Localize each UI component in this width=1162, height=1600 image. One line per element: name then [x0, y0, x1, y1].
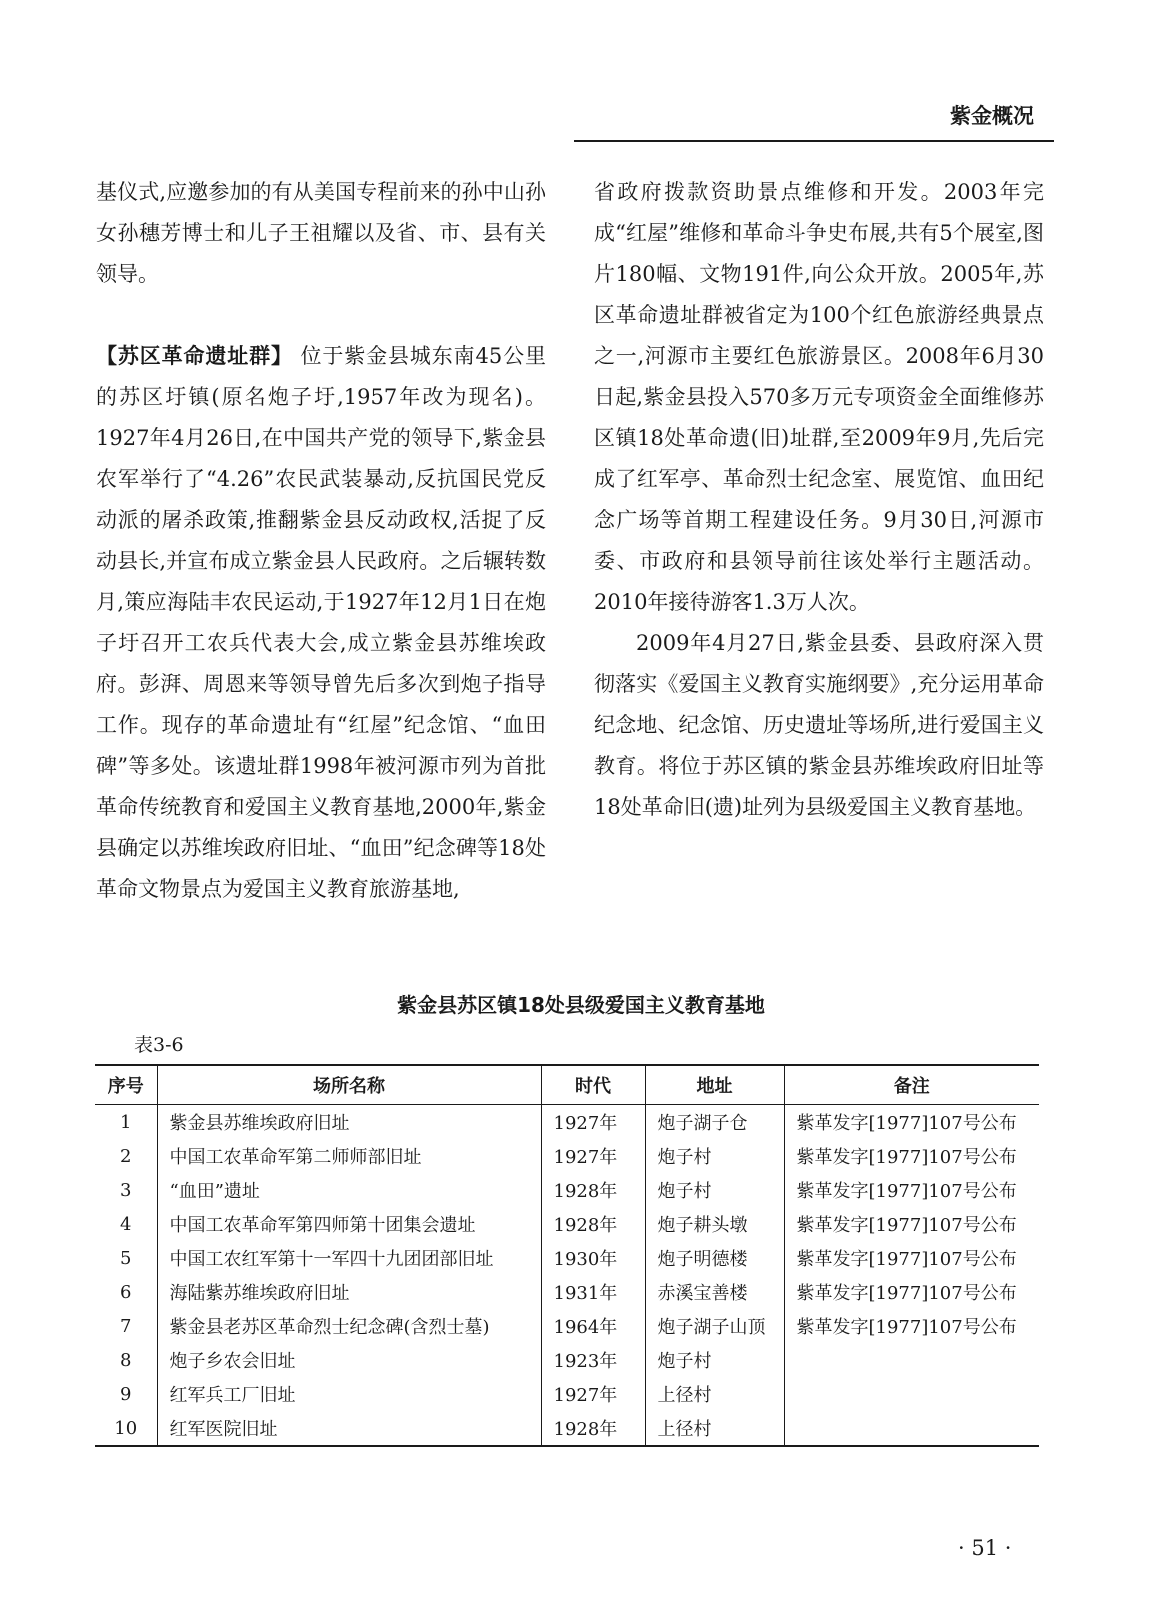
right-paragraph-1: 省政府拨款资助景点维修和开发。2003年完成“红屋”维修和革命斗争史布展,共有5个展室,图片180幅、文物191件,向公众开放。2005年,苏区革命遗址群被省定为100个红色旅游经典景点之一,河源市主要红色旅游景区。2008年6月30日起,紫金县投入570多万元专项资金全面维修苏区镇18处革命遗(旧)址群,至2009年9月,先后完成了红军亭、革命烈士纪念室、展览馆、血田纪念广场等首期工程建设任务。9月30日,河源市委、市政府和县领导前往该处举行主题活动。2010年接待游客1.3万人次。 — [594, 180, 1044, 614]
cell-address: 炮子明德楼 — [645, 1241, 784, 1275]
cell-era: 1923年 — [541, 1343, 645, 1377]
cell-remarks: 紫革发字[1977]107号公布 — [784, 1105, 1039, 1140]
cell-address: 炮子村 — [645, 1139, 784, 1173]
table-row — [95, 1105, 1039, 1140]
page-number: · 51 · — [958, 1536, 1012, 1560]
cell-address: 炮子湖子仓 — [645, 1105, 784, 1140]
table-row — [95, 1173, 1039, 1207]
cell-address: 上径村 — [645, 1411, 784, 1446]
table-row — [95, 1343, 1039, 1377]
running-head: 紫金概况 — [950, 104, 1034, 128]
cell-remarks: 紫革发字[1977]107号公布 — [784, 1173, 1039, 1207]
table-row — [95, 1139, 1039, 1173]
right-paragraph-2: 2009年4月27日,紫金县委、县政府深入贯彻落实《爱国主义教育实施纲要》,充分运用革命纪念地、纪念馆、历史遗址等场所,进行爱国主义教育。将位于苏区镇的紫金县苏维埃政府旧址等18处革命旧(遗)址列为县级爱国主义教育基地。 — [594, 631, 1044, 819]
left-paragraph-1: 基仪式,应邀参加的有从美国专程前来的孙中山孙女孙穗芳博士和儿子王祖耀以及省、市、县有关领导。 — [96, 180, 546, 286]
cell-address: 炮子湖子山顶 — [645, 1309, 784, 1343]
education-bases-table — [95, 1064, 1039, 1447]
cell-seq: 10 — [95, 1411, 157, 1446]
cell-era: 1930年 — [541, 1241, 645, 1275]
cell-seq: 2 — [120, 1145, 132, 1167]
header-rule — [574, 140, 1054, 142]
right-column — [594, 172, 1044, 828]
cell-address: 炮子耕头墩 — [645, 1207, 784, 1241]
cell-seq: 1 — [120, 1111, 132, 1133]
table-row — [95, 1207, 1039, 1241]
cell-site-name: 红军医院旧址 — [157, 1411, 541, 1446]
cell-remarks — [784, 1343, 1039, 1377]
cell-remarks: 紫革发字[1977]107号公布 — [784, 1309, 1039, 1343]
cell-seq: 3 — [120, 1179, 132, 1201]
cell-remarks — [784, 1377, 1039, 1411]
header-site-name: 场所名称 — [157, 1065, 541, 1105]
cell-remarks: 紫革发字[1977]107号公布 — [784, 1275, 1039, 1309]
cell-seq: 6 — [120, 1281, 132, 1303]
cell-seq: 9 — [120, 1383, 132, 1405]
cell-era: 1927年 — [541, 1139, 645, 1173]
table-row — [95, 1275, 1039, 1309]
header-era: 时代 — [541, 1065, 645, 1105]
table-title: 紫金县苏区镇18处县级爱国主义教育基地 — [397, 993, 765, 1017]
left-paragraph-2 — [96, 336, 546, 910]
cell-address: 上径村 — [645, 1377, 784, 1411]
cell-site-name: 紫金县苏维埃政府旧址 — [157, 1105, 541, 1140]
table-row — [95, 1241, 1039, 1275]
cell-address: 炮子村 — [645, 1343, 784, 1377]
table-label: 表3-6 — [134, 1034, 184, 1056]
cell-site-name: 中国工农革命军第二师师部旧址 — [157, 1139, 541, 1173]
table-row — [95, 1411, 1039, 1446]
table-header-row — [95, 1065, 1039, 1105]
table-row — [95, 1377, 1039, 1411]
table-body — [95, 1105, 1039, 1447]
cell-remarks: 紫革发字[1977]107号公布 — [784, 1207, 1039, 1241]
cell-seq: 7 — [120, 1315, 132, 1337]
entry-heading: 【苏区革命遗址群】 — [96, 344, 293, 368]
cell-remarks — [784, 1411, 1039, 1446]
cell-era: 1927年 — [541, 1105, 645, 1140]
cell-era: 1928年 — [541, 1411, 645, 1446]
cell-site-name: 红军兵工厂旧址 — [157, 1377, 541, 1411]
cell-site-name: 炮子乡农会旧址 — [157, 1343, 541, 1377]
cell-site-name: “血田”遗址 — [157, 1173, 541, 1207]
cell-site-name: 紫金县老苏区革命烈士纪念碑(含烈士墓) — [157, 1309, 541, 1343]
table-row — [95, 1309, 1039, 1343]
entry-body: 位于紫金县城东南45公里的苏区圩镇(原名炮子圩,1957年改为现名)。1927年4月26日,在中国共产党的领导下,紫金县农军举行了“4.26”农民武装暴动,反抗国民党反动派的屠杀政策,推翻紫金县反动政权,活捉了反动县长,并宣布成立紫金县人民政府。之后辗转数月,策应海陆丰农民运动,于1927年12月1日在炮子圩召开工农兵代表大会,成立紫金县苏维埃政府。彭湃、周恩来等领导曾先后多次到炮子指导工作。现存的革命遗址有“红屋”纪念馆、“血田碑”等多处。该遗址群1998年被河源市列为首批革命传统教育和爱国主义教育基地,2000年,紫金县确定以苏维埃政府旧址、“血田”纪念碑等18处革命文物景点为爱国主义教育旅游基地, — [96, 344, 546, 901]
cell-era: 1927年 — [541, 1377, 645, 1411]
cell-remarks: 紫革发字[1977]107号公布 — [784, 1241, 1039, 1275]
cell-address: 赤溪宝善楼 — [645, 1275, 784, 1309]
cell-address: 炮子村 — [645, 1173, 784, 1207]
cell-remarks: 紫革发字[1977]107号公布 — [784, 1139, 1039, 1173]
cell-site-name: 海陆紫苏维埃政府旧址 — [157, 1275, 541, 1309]
cell-seq: 4 — [120, 1213, 132, 1235]
left-column — [96, 172, 546, 910]
cell-era: 1928年 — [541, 1207, 645, 1241]
header-remarks: 备注 — [784, 1065, 1039, 1105]
cell-site-name: 中国工农红军第十一军四十九团团部旧址 — [157, 1241, 541, 1275]
cell-site-name: 中国工农革命军第四师第十团集会遗址 — [157, 1207, 541, 1241]
cell-era: 1928年 — [541, 1173, 645, 1207]
cell-seq: 5 — [120, 1247, 132, 1269]
header-seq: 序号 — [95, 1065, 157, 1105]
header-address: 地址 — [645, 1065, 784, 1105]
cell-era: 1964年 — [541, 1309, 645, 1343]
cell-era: 1931年 — [541, 1275, 645, 1309]
cell-seq: 8 — [120, 1349, 132, 1371]
